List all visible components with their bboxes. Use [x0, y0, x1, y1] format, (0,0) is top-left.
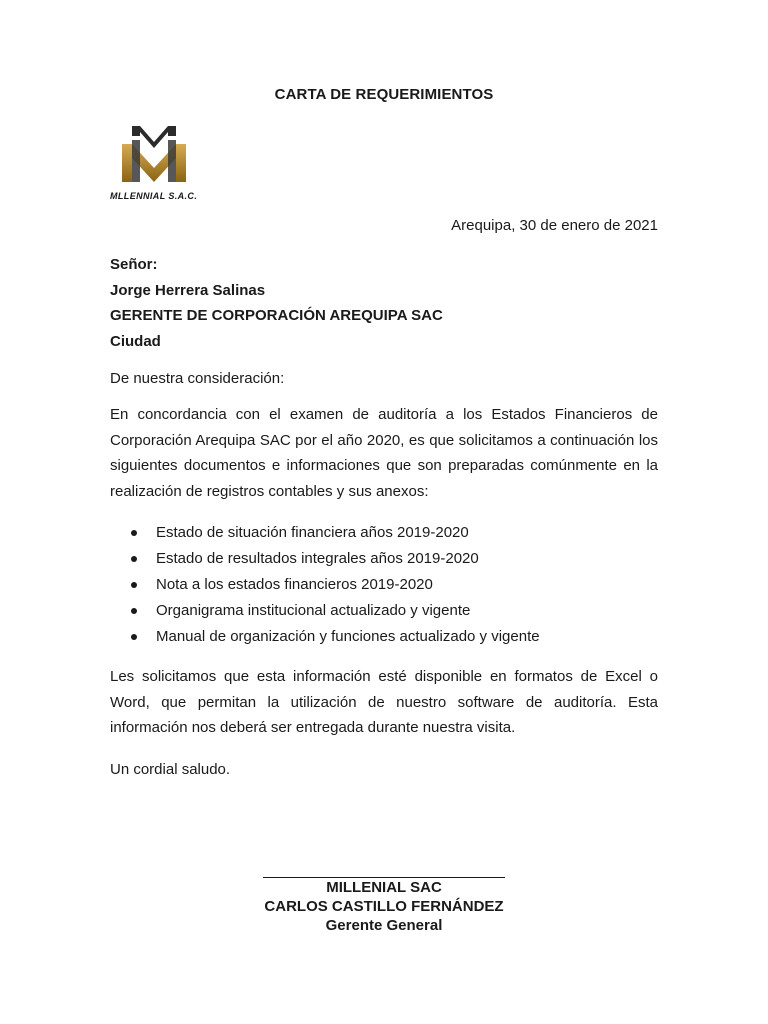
signature-block [0, 878, 768, 935]
closing: Un cordial saludo. [110, 761, 231, 778]
bullet-icon [131, 556, 137, 562]
list-item: Estado de resultados integrales años 2019-2020 [110, 546, 540, 572]
addressee-name: Jorge Herrera Salinas [110, 281, 266, 299]
mm-logo-icon [118, 124, 190, 184]
paragraph-intro: En concordancia con el examen de auditoría a los Estados Financieros de Corporación Arequipa SAC por el año 2020, es que solicitamos a continuación los siguientes documentos e informaciones que son preparadas comúnmente en la realización de registros contables y sus anexos: [110, 406, 658, 500]
paragraph-request: Les solicitamos que esta información esté disponible en formatos de Excel o Word, que permitan la utilización de nuestro software de auditoría. Esta información nos deberá ser entregada durante nuestra visita. [110, 668, 658, 736]
signature-role: Gerente General [325, 917, 443, 934]
list-item: Manual de organización y funciones actualizado y vigente [110, 624, 540, 650]
bullet-icon [131, 634, 137, 640]
letter-date: Arequipa, 30 de enero de 2021 [451, 217, 658, 234]
signature-name: CARLOS CASTILLO FERNÁNDEZ [264, 898, 504, 915]
bullet-icon [131, 582, 137, 588]
addressee-position: GERENTE DE CORPORACIÓN AREQUIPA SAC [110, 307, 443, 324]
addressee-city: Ciudad [110, 332, 161, 350]
greeting: De nuestra consideración: [110, 370, 285, 387]
company-name: MLLENNIAL S.A.C. [110, 191, 198, 201]
requirements-list [110, 520, 540, 650]
list-item: Nota a los estados financieros 2019-2020 [110, 572, 540, 598]
addressee-block [110, 252, 443, 354]
list-item: Organigrama institucional actualizado y vigente [110, 598, 540, 624]
salutation: Señor: [110, 256, 158, 273]
signature-company: MILLENIAL SAC [326, 879, 442, 896]
bullet-icon [131, 608, 137, 614]
letter-title: CARTA DE REQUERIMIENTOS [274, 86, 494, 103]
company-logo [118, 124, 190, 184]
list-item: Estado de situación financiera años 2019-2020 [110, 520, 540, 546]
bullet-icon [131, 530, 137, 536]
